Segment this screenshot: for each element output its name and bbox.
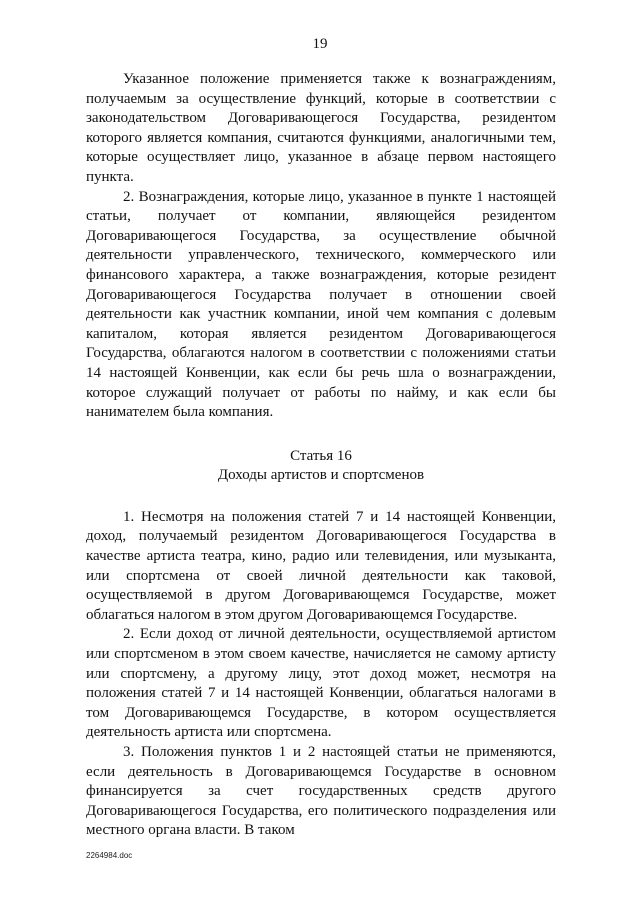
page-number: 19: [312, 36, 328, 52]
paragraph-article16-item-3: 3. Положения пунктов 1 и 2 настоящей статьи не применяются, если деятельность в Договаривающемся Государстве в основном финансируется за счет государственных средств другого Договаривающегося Государства, его политического подразделения или местного органа власти. В таком: [86, 744, 556, 839]
footer-filename: 2264984.doc: [86, 851, 133, 860]
document-body: [86, 70, 556, 841]
paragraph-item-2-remuneration: 2. Вознаграждения, которые лицо, указанное в пункте 1 настоящей статьи, получает от компании, являющейся резидентом Договаривающегося Государства, за осуществление обычной деятельности управленческого, технического, коммерческого или финансового характера, а также вознаграждения, которые резидент Договаривающегося Государства получает в отношении своей деятельности как участник компании, иной чем компания с долевым капиталом, которая является резидентом Договаривающегося Государства, облагаются налогом в соответствии с положениями статьи 14 настоящей Конвенции, как если бы речь шла о вознаграждении, которое служащий получает от работы по найму, и как если бы нанимателем была компания.: [86, 188, 556, 421]
article-title-heading: Доходы артистов и спортсменов: [217, 467, 425, 484]
paragraph-article16-item-1: 1. Несмотря на положения статей 7 и 14 настоящей Конвенции, доход, получаемый резидентом Договаривающегося Государства в качестве артиста театра, кино, радио или телевидения, или музыканта, или спортсмена от своей личной деятельности как таковой, осуществляемой в другом Договаривающемся Государстве, может облагаться налогом в этом другом Договаривающемся Государстве.: [86, 508, 556, 623]
paragraph-award-note: Указанное положение применяется также к вознаграждениям, получаемым за осуществление функций, которые в соответствии с законодательством Договаривающегося Государства, резидентом которого является компания, считаются функциями, аналогичными тем, которые осуществляет лицо, указанное в абзаце первом настоящего пункта.: [86, 71, 556, 185]
paragraph-article16-item-2: 2. Если доход от личной деятельности, осуществляемой артистом или спортсменом в этом своем качестве, начисляется не самому артисту или спортсмену, а другому лицу, этот доход может, несмотря на положения статей 7 и 14 настоящей Конвенции, облагаться налогами в том Договаривающемся Государстве, в котором осуществляется деятельность артиста или спортсмена.: [86, 626, 556, 741]
article-number-heading: Статья 16: [290, 447, 352, 464]
